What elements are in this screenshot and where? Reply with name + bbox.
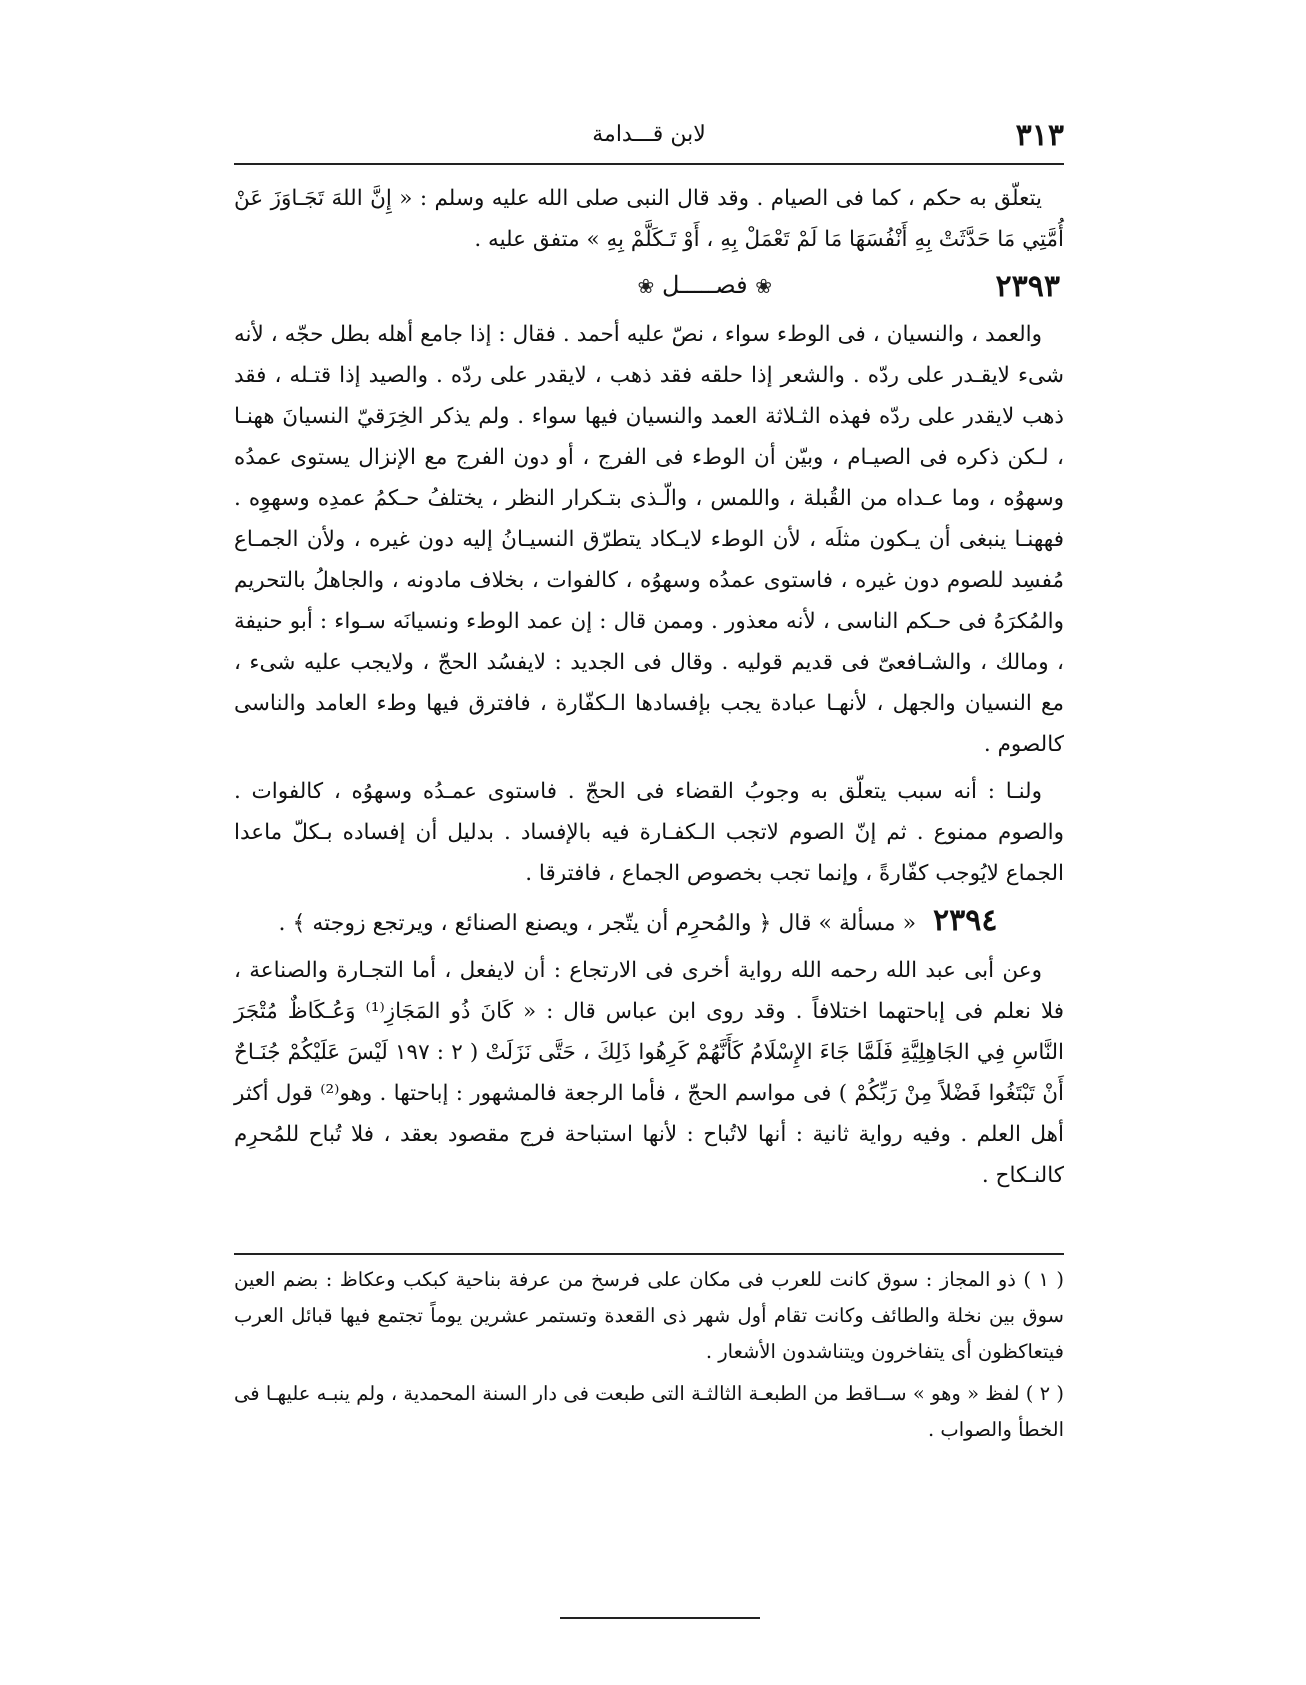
footnote: ( ١ ) ذو المجاز : سوق كانت للعرب فى مكان على فرسخ من عرفة بناحية كبكب وعكاظ : بضم العين سوق بين نخلة والطائف وكانت تقام أول شهر ذى القعدة وتستمر عشرين يوماً تجتمع فيها قبائل العرب فيتعاكظون أى يتفاخرون ويتناشدون الأشعار . bbox=[234, 1268, 1064, 1363]
main-text bbox=[234, 178, 1064, 1202]
masala-heading bbox=[234, 900, 1064, 944]
page-header bbox=[234, 118, 1064, 162]
paragraph: ولنـا : أنه سبب يتعلّق به وجوبُ القضاء فى الحجّ . فاستوى عمـدُه وسهوُه ، كالفوات . والصوم ممنوع . ثم إنّ الصوم لاتجب الـكفـارة فيه بالإفساد . بدليل أن إفساده بـكلّ ماعدا الجماع لايُوجب كفّارةً ، وإنما تجب بخصوص الجماع ، فافترقا . bbox=[234, 779, 1064, 886]
running-title: لابن قـــدامة bbox=[592, 122, 706, 147]
page-number: ٣١٣ bbox=[1015, 118, 1064, 153]
ornament-icon: ❀ bbox=[637, 274, 655, 298]
section-number: ٢٣٩٣ bbox=[995, 268, 1060, 304]
section-heading bbox=[234, 266, 1064, 306]
paragraph: والعمد ، والنسيان ، فى الوطء سواء ، نصّ عليه أحمد . فقال : إذا جامع أهله بطل حجّه ، لأنه شىء لايقـدر على ردّه . والشعر إذا حلقه فقد ذهب ، لايقدر على ردّه . والصيد إذا قتـله ، فقد ذهب لايقدر على ردّه فهذه الثـلاثة العمد والنسيان فيها سواء . ولم يذكر الخِرَقيّ النسيانَ ههنـا ، لـكن ذكره فى الصيـام ، وبيّن أن الوطء فى الفرج ، أو دون الفرج مع الإنزال يستوى عمدُه وسهوُه ، وما عـداه من القُبلة ، واللمس ، والّـذى بتـكرار النظر ، يختلفُ حـكمُ عمدِه وسهوِه . فههنـا ينبغى أن يـكون مثلَه ، لأن الوطء لايـكاد يتطرّق النسيـانُ إليه دون غيره ، ولأن الجمـاع مُفسِد للصوم دون غيره ، فاستوى عمدُه وسهوُه ، كالفوات ، بخلاف مادونه ، والجاهلُ بالتحريم والمُكرَهُ فى حـكم الناسى ، لأنه معذور . وممن قال : إن عمد الوطء ونسيانَه سـواء : أبو حنيفة ، ومالك ، والشـافعىّ فى قديم قوليه . وقال فى الجديد : لايفسُد الحجّ ، ولايجب عليه شىء ، مع النسيان والجهل ، لأنهـا عبادة يجب بإفسادها الـكفّارة ، فافترق فيها وطء العامد والناسى كالصوم . bbox=[234, 322, 1064, 757]
footnote: ( ٢ ) لفظ « وهو » ســاقط من الطبعـة الثالثـة التى طبعت فى دار السنة المحمدية ، ولم ينبـه عليهـا فى الخطأ والصواب . bbox=[234, 1382, 1064, 1441]
masala-text: « مسألة » قال ﴿ والمُحرِم أن يتّجر ، ويصنع الصنائع ، ويرتجع زوجته ﴾ . bbox=[278, 911, 917, 936]
header-rule bbox=[234, 163, 1064, 165]
masala-number: ٢٣٩٤ bbox=[933, 903, 998, 938]
paragraph: وعن أبى عبد الله رحمه الله رواية أخرى فى الارتجاع : أن لايفعل ، أما التجـارة والصناعة ، فلا نعلم فى إباحتهما اختلافاً . وقد روى ابن عباس قال : « كَانَ ذُو المَجَازِ⁽¹⁾ وَعُـكَاظٌ مُتْجَرَ النَّاسِ فِي الجَاهِلِيَّةِ فَلَمَّا جَاءَ الإِسْلَامُ كَأَنَّهُمْ كَرِهُوا ذَلِكَ ، حَتَّى نَزَلَتْ ( ٢ : ١٩٧ لَيْسَ عَلَيْكُمْ جُنَـاحٌ أَنْ تَبْتَغُوا فَضْلاً مِنْ رَبِّكُمْ ) فى مواسم الحجّ ، فأما الرجعة فالمشهور : إباحتها . وهو⁽²⁾ قول أكثر أهل العلم . وفيه رواية ثانية : أنها لاتُباح : لأنها استباحة فرج مقصود بعقد ، فلا تُباح للمُحرِم كالنـكاح . bbox=[234, 958, 1065, 1188]
section-title-wrap bbox=[234, 265, 996, 307]
footnote-rule bbox=[234, 1253, 1064, 1255]
ornament-icon: ❀ bbox=[755, 274, 772, 298]
section-title: فصـــــل bbox=[661, 271, 748, 299]
bottom-rule bbox=[560, 1617, 760, 1619]
footnotes bbox=[234, 1262, 1064, 1454]
paragraph: يتعلّق به حكم ، كما فى الصيام . وقد قال النبى صلى الله عليه وسلم : « إِنَّ اللهَ تَجَـاوَزَ عَنْ أُمَّتِي مَا حَدَّثَتْ بِهِ أَنْفُسَهَا مَا لَمْ تَعْمَلْ بِهِ ، أَوْ تَـكَلَّمْ بِهِ » متفق عليه . bbox=[234, 186, 1064, 252]
